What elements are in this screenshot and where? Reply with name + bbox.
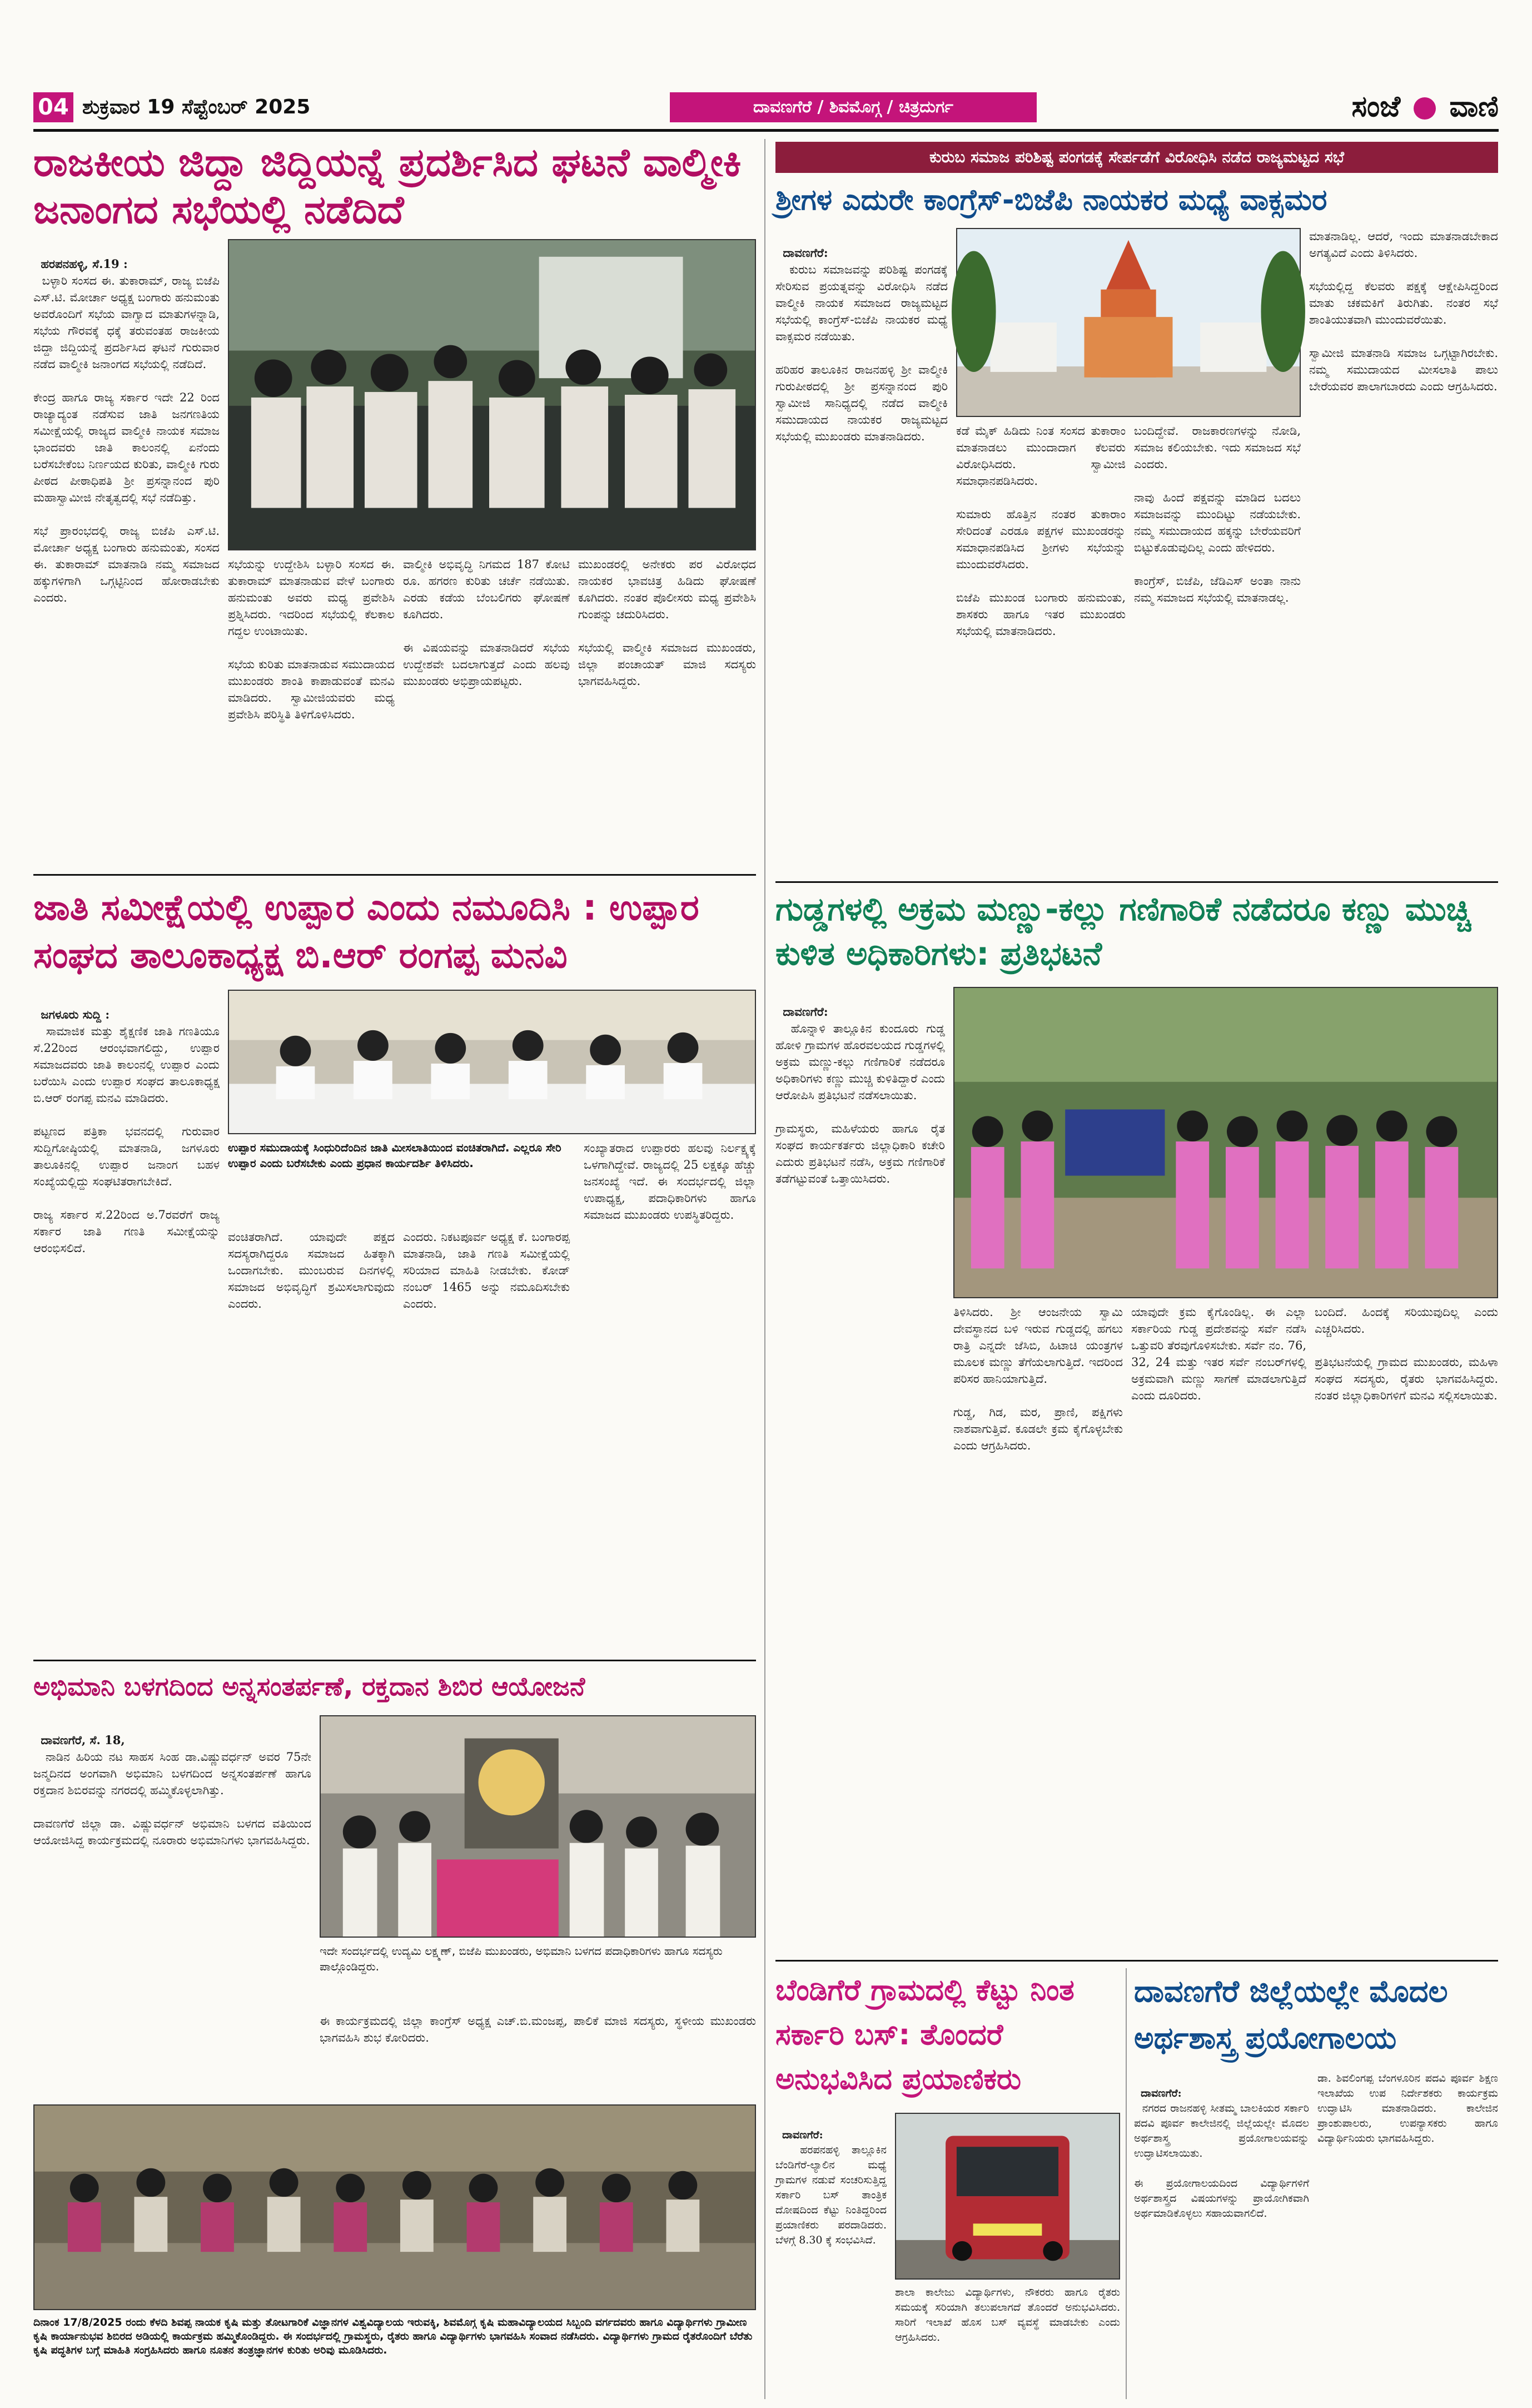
- kuruba-dateline: ದಾವಣಗೆರೆ:: [783, 246, 828, 260]
- kuruba-body-col1: [775, 228, 948, 876]
- masthead-rule: [33, 129, 1499, 132]
- uppara-headline: ಜಾತಿ ಸಮೀಕ್ಷೆಯಲ್ಲಿ ಉಪ್ಪಾರ ಎಂದು ನಮೂದಿಸಿ : ಉಪ್ಪಾರ ಸಂಘದ ತಾಲೂಕಾಧ್ಯಕ್ಷ ಬಿ.ಆರ್ ರಂಗಪ್ಪ ಮನವಿ: [33, 887, 699, 976]
- abhimani-headline: ಅಭಿಮಾನಿ ಬಳಗದಿಂದ ಅನ್ನಸಂತರ್ಪಣೆ, ರಕ್ತದಾನ ಶಿಬಿರ ಆಯೋಜನೆ: [33, 1671, 585, 1701]
- kuruba-body-col4: ಮಾತನಾಡಿಲ್ಲ. ಆದರೆ, ಇಂದು ಮಾತನಾಡಬೇಕಾದ ಅಗತ್ಯವಿದೆ ಎಂದು ತಿಳಿಸಿದರು. ಸಭೆಯಲ್ಲಿದ್ದ ಕೆಲವರು ಪಕ್ಷಕ್ಕೆ ಆಕ್ಷೇಪಿಸಿದ್ದರಿಂದ ಮಾತು ಚಕಮಕಿಗೆ ತಿರುಗಿತು. ನಂತರ ಸಭೆ ಶಾಂತಿಯುತವಾಗಿ ಮುಂದುವರೆಯಿತು. ಸ್ವಾಮೀಜಿ ಮಾತನಾಡಿ ಸಮಾಜ ಒಗ್ಗಟ್ಟಾಗಿರಬೇಕು. ನಮ್ಮ ಸಮುದಾಯದ ಮೀಸಲಾತಿ ಪಾಲು ಬೇರೆಯವರ ಪಾಲಾಗಬಾರದು ಎಂದು ಆಗ್ರಹಿಸಿದರು.: [1309, 230, 1498, 393]
- bus-photo: [895, 2113, 1120, 2280]
- logo-emblem-icon: [1414, 97, 1436, 120]
- valmiki-headline: ರಾಜಕೀಯ ಜಿದ್ದಾ ಜಿದ್ದಿಯನ್ನೆ ಪ್ರದರ್ಶಿಸಿದ ಘಟನೆ ವಾಲ್ಮೀಕಿ ಜನಾಂಗದ ಸಭೆಯಲ್ಲಿ ನಡೆದಿದೆ: [33, 140, 742, 232]
- uppara-body-col3: ಎಂದರು. ನಿಕಟಪೂರ್ವ ಅಧ್ಯಕ್ಷ ಕೆ. ಬಂಗಾರಪ್ಪ ಮಾತನಾಡಿ, ಜಾತಿ ಗಣತಿ ಸಮೀಕ್ಷೆಯಲ್ಲಿ ಸರಿಯಾದ ಮಾಹಿತಿ ನೀಡಬೇಕು. ಕೋಡ್ ನಂಬರ್ 1465 ಅನ್ನು ನಮೂದಿಸಬೇಕು ಎಂದರು.: [403, 1230, 574, 1310]
- divider-left-1: [33, 874, 756, 876]
- lab-body-col1: [1134, 2071, 1309, 2399]
- abhimani-body-text-1: ನಾಡಿನ ಹಿರಿಯ ನಟ ಸಾಹಸ ಸಿಂಹ ಡಾ.ವಿಷ್ಣುವರ್ಧನ್ ಅವರ 75ನೇ ಜನ್ಮದಿನದ ಅಂಗವಾಗಿ ಅಭಿಮಾನಿ ಬಳಗದಿಂದ ಅನ್ನಸಂತರ್ಪಣೆ ಹಾಗೂ ರಕ್ತದಾನ ಶಿಬಿರವನ್ನು ನಗರದಲ್ಲಿ ಹಮ್ಮಿಕೊಳ್ಳಲಾಗಿತ್ತು. ದಾವಣಗೆರೆ ಜಿಲ್ಲಾ ಡಾ. ವಿಷ್ಣುವರ್ಧನ್ ಅಭಿಮಾನಿ ಬಳಗದ ವತಿಯಿಂದ ಆಯೋಜಿಸಿದ್ದ ಕಾರ್ಯಕ್ರಮದಲ್ಲಿ ನೂರಾರು ಅಭಿಮಾನಿಗಳು ಭಾಗವಹಿಸಿದ್ದರು.: [33, 1750, 311, 1847]
- lab-headline: ದಾವಣಗೆರೆ ಜಿಲ್ಲೆಯಲ್ಲೇ ಮೊದಲ ಅರ್ಥಶಾಸ್ತ್ರ ಪ್ರಯೋಗಾಲಯ: [1134, 1974, 1448, 2056]
- valmiki-body-col2: ಸಭೆಯನ್ನು ಉದ್ದೇಶಿಸಿ ಬಳ್ಳಾರಿ ಸಂಸದ ಈ. ತುಕಾರಾಮ್ ಮಾತನಾಡುವ ವೇಳೆ ಬಂಗಾರು ಹನುಮಂತು ಅವರು ಮಧ್ಯ ಪ್ರವೇಶಿಸಿ ಪ್ರಶ್ನಿಸಿದರು. ಇದರಿಂದ ಸಭೆಯಲ್ಲಿ ಕೆಲಕಾಲ ಗದ್ದಲ ಉಂಟಾಯಿತು. ಸಭೆಯ ಕುರಿತು ಮಾತನಾಡುವ ಸಮುದಾಯದ ಮುಖಂಡರು ಶಾಂತಿ ಕಾಪಾಡುವಂತೆ ಮನವಿ ಮಾಡಿದರು. ಸ್ವಾಮೀಜಿಯವರು ಮಧ್ಯ ಪ್ರವೇಶಿಸಿ ಪರಿಸ್ಥಿತಿ ತಿಳಿಗೊಳಿಸಿದರು.: [228, 558, 395, 721]
- logo-left: ಸಂಜೆ: [1351, 90, 1401, 123]
- divider-right-1: [775, 881, 1498, 883]
- guddagalli-body-col1: [775, 987, 945, 1952]
- bus-lab-rule: [1126, 1968, 1127, 2399]
- valmiki-dateline: ಹರಪನಹಳ್ಳಿ, ಸೆ.19 :: [41, 257, 128, 271]
- kuruba-body-text-1: ಕುರುಬ ಸಮಾಜವನ್ನು ಪರಿಶಿಷ್ಟ ಪಂಗಡಕ್ಕೆ ಸೇರಿಸುವ ಪ್ರಯತ್ನವನ್ನು ವಿರೋಧಿಸಿ ನಡೆದ ವಾಲ್ಮೀಕಿ ನಾಯಕ ಸಮಾಜದ ರಾಜ್ಯಮಟ್ಟದ ಸಭೆಯಲ್ಲಿ ಕಾಂಗ್ರೆಸ್-ಬಿಜೆಪಿ ನಾಯಕರ ಮಧ್ಯೆ ವಾಕ್ಸಮರ ನಡೆಯಿತು. ಹರಿಹರ ತಾಲೂಕಿನ ರಾಜನಹಳ್ಳಿ ಶ್ರೀ ವಾಲ್ಮೀಕಿ ಗುರುಪೀಠದಲ್ಲಿ ಶ್ರೀ ಪ್ರಸನ್ನಾನಂದ ಪುರಿ ಸ್ವಾಮೀಜಿ ಸಾನಿಧ್ಯದಲ್ಲಿ ನಡೆದ ವಾಲ್ಮೀಕಿ ಸಮುದಾಯದ ನಾಯಕರ ರಾಜ್ಯಮಟ್ಟದ ಸಭೆಯಲ್ಲಿ ಮುಖಂಡರು ಮಾತನಾಡಿದರು.: [775, 263, 948, 443]
- guddagalli-body-col2: ತಿಳಿಸಿದರು. ಶ್ರೀ ಆಂಜನೇಯ ಸ್ವಾಮಿ ದೇವಸ್ಥಾನದ ಬಳಿ ಇರುವ ಗುಡ್ಡದಲ್ಲಿ ಹಗಲು ರಾತ್ರಿ ಎನ್ನದೇ ಜೆಸಿಬಿ, ಹಿಟಾಚಿ ಯಂತ್ರಗಳ ಮೂಲಕ ಮಣ್ಣು ತೆಗೆಯಲಾಗುತ್ತಿದೆ. ಇದರಿಂದ ಪರಿಸರ ಹಾನಿಯಾಗುತ್ತಿದೆ. ಗುಡ್ಡ, ಗಿಡ, ಮರ, ಪ್ರಾಣಿ, ಪಕ್ಷಿಗಳು ನಾಶವಾಗುತ್ತಿವೆ. ಕೂಡಲೇ ಕ್ರಮ ಕೈಗೊಳ್ಳಬೇಕು ಎಂದು ಆಗ್ರಹಿಸಿದರು.: [953, 1305, 1123, 1452]
- newspaper-logo: [1249, 89, 1499, 125]
- lab-dateline: ದಾವಣಗೆರೆ:: [1141, 2087, 1182, 2099]
- valmiki-meeting-photo: [228, 239, 756, 550]
- lab-body-text-1: ನಗರದ ರಾಜನಹಳ್ಳಿ ಸೀತಮ್ಮ ಬಾಲಕಿಯರ ಸರ್ಕಾರಿ ಪದವಿ ಪೂರ್ವ ಕಾಲೇಜಿನಲ್ಲಿ ಜಿಲ್ಲೆಯಲ್ಲೇ ಮೊದಲ ಅರ್ಥಶಾಸ್ತ್ರ ಪ್ರಯೋಗಾಲಯವನ್ನು ಉದ್ಘಾಟಿಸಲಾಯಿತು. ಈ ಪ್ರಯೋಗಾಲಯದಿಂದ ವಿದ್ಯಾರ್ಥಿಗಳಿಗೆ ಅರ್ಥಶಾಸ್ತ್ರದ ವಿಷಯಗಳನ್ನು ಪ್ರಾಯೋಗಿಕವಾಗಿ ಅರ್ಥಮಾಡಿಕೊಳ್ಳಲು ಸಹಾಯವಾಗಲಿದೆ.: [1134, 2102, 1309, 2220]
- center-column-rule: [764, 139, 765, 2399]
- page-number: 04: [33, 92, 73, 122]
- logo-right: ವಾಣಿ: [1449, 90, 1499, 123]
- guddagalli-headline: ಗುಡ್ಡಗಳಲ್ಲಿ ಅಕ್ರಮ ಮಣ್ಣು-ಕಲ್ಲು ಗಣಿಗಾರಿಕೆ ನಡೆದರೂ ಕಣ್ಣು ಮುಚ್ಚಿ ಕುಳಿತ ಅಧಿಕಾರಿಗಳು: ಪ್ರತಿಭಟನೆ: [775, 890, 1471, 972]
- uppara-body-col4: ಸಂಖ್ಯಾತರಾದ ಉಪ್ಪಾರರು ಹಲವು ನಿರ್ಲಕ್ಷ್ಯಕ್ಕೆ ಒಳಗಾಗಿದ್ದೇವೆ. ರಾಜ್ಯದಲ್ಲಿ 25 ಲಕ್ಷಕ್ಕೂ ಹೆಚ್ಚು ಜನಸಂಖ್ಯೆ ಇದೆ. ಈ ಸಂದರ್ಭದಲ್ಲಿ ಜಿಲ್ಲಾ ಉಪಾಧ್ಯಕ್ಷ, ಪದಾಧಿಕಾರಿಗಳು ಹಾಗೂ ಸಮಾಜದ ಮುಖಂಡರು ಉಪಸ್ಥಿತರಿದ್ದರು.: [584, 1141, 760, 1222]
- valmiki-body-col4: ಮುಖಂಡರಲ್ಲಿ ಅನೇಕರು ಪರ ವಿರೋಧದ ನಾಯಕರ ಭಾವಚಿತ್ರ ಹಿಡಿದು ಘೋಷಣೆ ಕೂಗಿದರು. ನಂತರ ಪೊಲೀಸರು ಮಧ್ಯ ಪ್ರವೇಶಿಸಿ ಗುಂಪನ್ನು ಚದುರಿಸಿದರು. ಸಭೆಯಲ್ಲಿ ವಾಲ್ಮೀಕಿ ಸಮಾಜದ ಮುಖಂಡರು, ಜಿಲ್ಲಾ ಪಂಚಾಯತ್ ಮಾಜಿ ಸದಸ್ಯರು ಭಾಗವಹಿಸಿದ್ದರು.: [578, 558, 756, 688]
- uppara-photo-caption: ಉಪ್ಪಾರ ಸಮುದಾಯಕ್ಕೆ ಸಿಂಧುರಿದೆಂದಿನ ಜಾತಿ ಮೀಸಲಾತಿಯಿಂದ ವಂಚಿತರಾಗಿದೆ. ಎಲ್ಲರೂ ಸೇರಿ ಉಪ್ಪಾರ ಎಂದು ಬರೆಸಬೇಕು ಎಂದು ಪ್ರಧಾನ ಕಾರ್ಯದರ್ಶಿ ತಿಳಿಸಿದರು.: [228, 1141, 561, 1170]
- bus-headline: ಬೆಂಡಿಗೆರೆ ಗ್ರಾಮದಲ್ಲಿ ಕೆಟ್ಟು ನಿಂತ ಸರ್ಕಾರಿ ಬಸ್: ತೊಂದರೆ ಅನುಭವಿಸಿದ ಪ್ರಯಾಣಿಕರು: [775, 1974, 1075, 2096]
- kuruba-body-col2: ಕಡೆ ಮೈಕ್ ಹಿಡಿದು ನಿಂತ ಸಂಸದ ತುಕಾರಾಂ ಮಾತನಾಡಲು ಮುಂದಾದಾಗ ಕೆಲವರು ವಿರೋಧಿಸಿದರು. ಸ್ವಾಮೀಜಿ ಸಮಾಧಾನಪಡಿಸಿದರು. ಸುಮಾರು ಹೊತ್ತಿನ ನಂತರ ತುಕಾರಾಂ ಸೇರಿದಂತೆ ಎರಡೂ ಪಕ್ಷಗಳ ಮುಖಂಡರನ್ನು ಸಮಾಧಾನಪಡಿಸಿದ ಶ್ರೀಗಳು ಸಭೆಯನ್ನು ಮುಂದುವರೆಸಿದರು. ಬಿಜೆಪಿ ಮುಖಂಡ ಬಂಗಾರು ಹನುಮಂತು, ಶಾಸಕರು ಹಾಗೂ ಇತರ ಮುಖಂಡರು ಸಭೆಯಲ್ಲಿ ಮಾತನಾಡಿದರು.: [956, 424, 1126, 638]
- masthead: [33, 89, 1499, 125]
- kuruba-kicker-banner: ಕುರುಬ ಸಮಾಜ ಪರಿಶಿಷ್ಟ ಪಂಗಡಕ್ಕೆ ಸೇರ್ಪಡೆಗೆ ವಿರೋಧಿಸಿ ನಡೆದ ರಾಜ್ಯಮಟ್ಟದ ಸಭೆ: [775, 142, 1498, 173]
- kuruba-headline: ಶ್ರೀಗಳ ಎದುರೇ ಕಾಂಗ್ರೆಸ್-ಬಿಜೆಪಿ ನಾಯಕರ ಮಧ್ಯೆ ವಾಕ್ಸಮರ: [775, 183, 1327, 217]
- kuruba-body-col3: ಬಂದಿದ್ದೇವೆ. ರಾಜಕಾರಣಗಳನ್ನು ನೋಡಿ, ಸಮಾಜ ಕಲಿಯಬೇಕು. ಇದು ಸಮಾಜದ ಸಭೆ ಎಂದರು. ನಾವು ಹಿಂದೆ ಪಕ್ಷವನ್ನು ಮಾಡಿದ ಬದಲು ಸಮಾಜವನ್ನು ಮುಂದಿಟ್ಟು ನಡೆಯಬೇಕು. ನಮ್ಮ ಸಮುದಾಯದ ಹಕ್ಕನ್ನು ಬೇರೆಯವರಿಗೆ ಬಿಟ್ಟುಕೊಡುವುದಿಲ್ಲ ಎಂದು ಹೇಳಿದರು. ಕಾಂಗ್ರೆಸ್, ಬಿಜೆಪಿ, ಜೆಡಿಎಸ್ ಅಂತಾ ನಾನು ನಮ್ಮ ಸಮಾಜದ ಸಭೆಯಲ್ಲಿ ಮಾತನಾಡಲ್ಲ.: [1134, 424, 1301, 604]
- uppara-body-text-1: ಸಾಮಾಜಿಕ ಮತ್ತು ಶೈಕ್ಷಣಿಕ ಜಾತಿ ಗಣತಿಯೂ ಸೆ.22ರಿಂದ ಆರಂಭವಾಗಲಿದ್ದು, ಉಪ್ಪಾರ ಸಮಾಜದವರು ಜಾತಿ ಕಾಲಂನಲ್ಲಿ ಉಪ್ಪಾರ ಎಂದು ಬರೆಯಿಸಿ ಎಂದು ಉಪ್ಪಾರ ಸಂಘದ ತಾಲೂಕಾಧ್ಯಕ್ಷ ಬಿ.ಆರ್ ರಂಗಪ್ಪ ಮನವಿ ಮಾಡಿದರು. ಪಟ್ಟಣದ ಪತ್ರಿಕಾ ಭವನದಲ್ಲಿ ಗುರುವಾರ ಸುದ್ದಿಗೋಷ್ಠಿಯಲ್ಲಿ ಮಾತನಾಡಿ, ಜಗಳೂರು ತಾಲೂಕಿನಲ್ಲಿ ಉಪ್ಪಾರ ಜನಾಂಗ ಬಹಳ ಸಂಖ್ಯೆಯಲ್ಲಿದ್ದು ಸಂಘಟಿತರಾಗಬೇಕಿದೆ. ರಾಜ್ಯ ಸರ್ಕಾರ ಸೆ.22ರಿಂದ ಅ.7ರವರೆಗೆ ರಾಜ್ಯ ಸರ್ಕಾರ ಜಾತಿ ಗಣತಿ ಸಮೀಕ್ಷೆಯನ್ನು ಆರಂಭಿಸಲಿದೆ.: [33, 1025, 220, 1255]
- guddagalli-protest-photo: [953, 987, 1498, 1298]
- valmiki-body-col1: [33, 239, 220, 867]
- rural-program-caption: ದಿನಾಂಕ 17/8/2025 ರಂದು ಕೆಳದಿ ಶಿವಪ್ಪ ನಾಯಕ ಕೃಷಿ ಮತ್ತು ತೋಟಗಾರಿಕೆ ವಿಜ್ಞಾನಗಳ ವಿಶ್ವವಿದ್ಯಾಲಯ ಇರುವಕ್ಕಿ, ಶಿವಮೊಗ್ಗ ಕೃಷಿ ಮಹಾವಿದ್ಯಾಲಯದ ಸಿಬ್ಬಂದಿ ವರ್ಗದವರು ಹಾಗೂ ವಿದ್ಯಾರ್ಥಿಗಳು ಗ್ರಾಮೀಣ ಕೃಷಿ ಕಾರ್ಯಾನುಭವ ಶಿಬಿರದ ಅಡಿಯಲ್ಲಿ ಕಾರ್ಯಕ್ರಮ ಹಮ್ಮಿಕೊಂಡಿದ್ದರು. ಈ ಸಂದರ್ಭದಲ್ಲಿ ಗ್ರಾಮಸ್ಥರು, ರೈತರು ಹಾಗೂ ವಿದ್ಯಾರ್ಥಿಗಳು ಭಾಗವಹಿಸಿ ಸಂವಾದ ನಡೆಸಿದರು. ವಿದ್ಯಾರ್ಥಿಗಳು ಗ್ರಾಮದ ರೈತರೊಂದಿಗೆ ಬೆರೆತು ಕೃಷಿ ಪದ್ಧತಿಗಳ ಬಗ್ಗೆ ಮಾಹಿತಿ ಸಂಗ್ರಹಿಸಿದರು ಹಾಗೂ ನೂತನ ತಂತ್ರಜ್ಞಾನಗಳ ಕುರಿತು ಅರಿವು ಮೂಡಿಸಿದರು.: [33, 2316, 753, 2356]
- abhimani-photo-garland: [320, 1715, 756, 1938]
- bus-body-col1: [775, 2113, 891, 2399]
- issue-date: ಶುಕ್ರವಾರ 19 ಸೆಪ್ಟೆಂಬರ್ 2025: [82, 96, 311, 118]
- bus-dateline: ದಾವಣಗೆರೆ:: [782, 2129, 823, 2141]
- guddagalli-body-col4: ಬಂದಿದೆ. ಹಿಂದಕ್ಕೆ ಸರಿಯುವುದಿಲ್ಲ ಎಂದು ಎಚ್ಚರಿಸಿದರು. ಪ್ರತಿಭಟನೆಯಲ್ಲಿ ಗ್ರಾಮದ ಮುಖಂಡರು, ಮಹಿಳಾ ಸಂಘದ ಸದಸ್ಯರು, ರೈತರು ಭಾಗವಹಿಸಿದ್ದರು. ನಂತರ ಜಿಲ್ಲಾಧಿಕಾರಿಗಳಿಗೆ ಮನವಿ ಸಲ್ಲಿಸಲಾಯಿತು.: [1315, 1305, 1498, 1402]
- valmiki-body-text-1: ಬಳ್ಳಾರಿ ಸಂಸದ ಈ. ತುಕಾರಾಮ್, ರಾಜ್ಯ ಬಿಜೆಪಿ ಎಸ್.ಟಿ. ಮೋರ್ಚಾ ಅಧ್ಯಕ್ಷ ಬಂಗಾರು ಹನುಮಂತು ಅವರೊಂದಿಗೆ ಸಭೆಯ ವಾಗ್ವಾದ ಮಾತುಗಳನ್ನಾಡಿ, ಸಭೆಯ ಗೌರವಕ್ಕೆ ಧಕ್ಕೆ ತರುವಂತಹ ರಾಜಕೀಯ ಜಿದ್ದಾ ಜಿದ್ದಿಯನ್ನೆ ಪ್ರದರ್ಶಿಸಿದ ಘಟನೆ ಗುರುವಾರ ನಡೆದ ವಾಲ್ಮೀಕಿ ಜನಾಂಗದ ಸಭೆಯಲ್ಲಿ ನಡೆದಿದೆ. ಕೇಂದ್ರ ಹಾಗೂ ರಾಜ್ಯ ಸರ್ಕಾರ ಇದೇ 22 ರಿಂದ ರಾಜ್ಯಾದ್ಯಂತ ನಡೆಸುವ ಜಾತಿ ಜನಗಣತಿಯ ಸಮೀಕ್ಷೆಯಲ್ಲಿ ರಾಜ್ಯದ ವಾಲ್ಮೀಕಿ ನಾಯಕ ಸಮಾಜ ಭಾಂದವರು ಜಾತಿ ಕಾಲಂನಲ್ಲಿ ಏನೆಂದು ಬರೆಸಬೇಕೆಂಬ ನಿರ್ಣಯದ ಕುರಿತು, ವಾಲ್ಮೀಕಿ ಗುರು ಪೀಠದ ಪೀಠಾಧಿಪತಿ ಶ್ರೀ ಪ್ರಸನ್ನಾನಂದ ಪುರಿ ಮಹಾಸ್ವಾಮೀಜಿ ನೇತೃತ್ವದಲ್ಲಿ ಸಭೆ ನಡೆದಿತ್ತು. ಸಭೆ ಪ್ರಾರಂಭದಲ್ಲಿ ರಾಜ್ಯ ಬಿಜೆಪಿ ಎಸ್.ಟಿ. ಮೋರ್ಚಾ ಅಧ್ಯಕ್ಷ ಬಂಗಾರು ಹನುಮಂತು, ಸಂಸದ ಈ. ತುಕಾರಾಮ್ ಮಾತನಾಡಿ ನಮ್ಮ ಸಮಾಜದ ಹಕ್ಕುಗಳಿಗಾಗಿ ಒಗ್ಗಟ್ಟಿನಿಂದ ಹೋರಾಡಬೇಕು ಎಂದರು.: [33, 274, 220, 604]
- divider-left-2: [33, 1660, 756, 1661]
- abhimani-body-col2: ಈ ಕಾರ್ಯಕ್ರಮದಲ್ಲಿ ಜಿಲ್ಲಾ ಕಾಂಗ್ರೆಸ್ ಅಧ್ಯಕ್ಷ ಎಚ್.ಬಿ.ಮಂಜಪ್ಪ, ಪಾಲಿಕೆ ಮಾಜಿ ಸದಸ್ಯರು, ಸ್ಥಳೀಯ ಮುಖಂಡರು ಭಾಗವಹಿಸಿ ಶುಭ ಕೋರಿದರು.: [320, 2014, 760, 2044]
- lab-body-col2: ಡಾ. ಶಿವಲಿಂಗಪ್ಪ ಬೆಂಗಳೂರಿನ ಪದವಿ ಪೂರ್ವ ಶಿಕ್ಷಣ ಇಲಾಖೆಯ ಉಪ ನಿರ್ದೇಶಕರು ಕಾರ್ಯಕ್ರಮ ಉದ್ಘಾಟಿಸಿ ಮಾತನಾಡಿದರು. ಕಾಲೇಜಿನ ಪ್ರಾಂಶುಪಾಲರು, ಉಪನ್ಯಾಸಕರು ಹಾಗೂ ವಿದ್ಯಾರ್ಥಿನಿಯರು ಭಾಗವಹಿಸಿದ್ದರು.: [1317, 2072, 1502, 2144]
- abhimani-photo-caption: ಇದೇ ಸಂದರ್ಭದಲ್ಲಿ ಉದ್ಯಮಿ ಲಕ್ಷ್ಮಣ್, ಬಿಜೆಪಿ ಮುಖಂಡರು, ಅಭಿಮಾನಿ ಬಳಗದ ಪದಾಧಿಕಾರಿಗಳು ಹಾಗೂ ಸದಸ್ಯರು ಪಾಲ್ಗೊಂಡಿದ್ದರು.: [320, 1944, 723, 1973]
- bus-body-col2: ಶಾಲಾ ಕಾಲೇಜು ವಿದ್ಯಾರ್ಥಿಗಳು, ನೌಕರರು ಹಾಗೂ ರೈತರು ಸಮಯಕ್ಕೆ ಸರಿಯಾಗಿ ತಲುಪಲಾಗದೆ ತೊಂದರೆ ಅನುಭವಿಸಿದರು. ಸಾರಿಗೆ ಇಲಾಖೆ ಹೊಸ ಬಸ್ ವ್ಯವಸ್ಥೆ ಮಾಡಬೇಕು ಎಂದು ಆಗ್ರಹಿಸಿದರು.: [895, 2286, 1124, 2344]
- guddagalli-body-text-1: ಹೊನ್ನಾಳಿ ತಾಲ್ಲೂಕಿನ ಕುಂದೂರು ಗುಡ್ಡ ಹೋಳಿ ಗ್ರಾಮಗಳ ಹೊರವಲಯದ ಗುಡ್ಡಗಳಲ್ಲಿ ಅಕ್ರಮ ಮಣ್ಣು-ಕಲ್ಲು ಗಣಿಗಾರಿಕೆ ನಡೆದರೂ ಅಧಿಕಾರಿಗಳು ಕಣ್ಣು ಮುಚ್ಚಿ ಕುಳಿತಿದ್ದಾರೆ ಎಂದು ಆರೋಪಿಸಿ ಪ್ರತಿಭಟನೆ ನಡೆಸಲಾಯಿತು. ಗ್ರಾಮಸ್ಥರು, ಮಹಿಳೆಯರು ಹಾಗೂ ರೈತ ಸಂಘದ ಕಾರ್ಯಕರ್ತರು ಜಿಲ್ಲಾಧಿಕಾರಿ ಕಚೇರಿ ಎದುರು ಪ್ರತಿಭಟನೆ ನಡೆಸಿ, ಅಕ್ರಮ ಗಣಿಗಾರಿಕೆ ತಡೆಗಟ್ಟುವಂತೆ ಒತ್ತಾಯಿಸಿದರು.: [775, 1022, 945, 1185]
- abhimani-dateline: ದಾವಣಗೆರೆ, ಸೆ. 18,: [41, 1733, 125, 1747]
- uppara-dateline: ಜಗಳೂರು ಸುದ್ದಿ :: [41, 1007, 110, 1021]
- uppara-body-col2: ವಂಚಿತರಾಗಿದೆ. ಯಾವುದೇ ಪಕ್ಷದ ಸದಸ್ಯರಾಗಿದ್ದರೂ ಸಮಾಜದ ಹಿತಕ್ಕಾಗಿ ಒಂದಾಗಬೇಕು. ಮುಂಬರುವ ದಿನಗಳಲ್ಲಿ ಸಮಾಜದ ಅಭಿವೃದ್ಧಿಗೆ ಶ್ರಮಿಸಲಾಗುವುದು ಎಂದರು.: [228, 1230, 399, 1310]
- bus-body-text-1: ಹರಪನಹಳ್ಳಿ ತಾಲ್ಲೂಕಿನ ಬೆಂಡಿಗೆರೆ-ಲ್ಯಾಲಿನ ಮಧ್ಯೆ ಗ್ರಾಮಗಳ ನಡುವೆ ಸಂಚರಿಸುತ್ತಿದ್ದ ಸರ್ಕಾರಿ ಬಸ್ ತಾಂತ್ರಿಕ ದೋಷದಿಂದ ಕೆಟ್ಟು ನಿಂತಿದ್ದರಿಂದ ಪ್ರಯಾಣಿಕರು ಪರದಾಡಿದರು. ಬೆಳಗ್ಗೆ 8.30 ಕ್ಕೆ ಸಂಭವಿಸಿದೆ.: [775, 2144, 891, 2246]
- uppara-body-col1: [33, 990, 220, 1651]
- valmiki-body-col3: ವಾಲ್ಮೀಕಿ ಅಭಿವೃದ್ಧಿ ನಿಗಮದ 187 ಕೋಟಿ ರೂ. ಹಗರಣ ಕುರಿತು ಚರ್ಚೆ ನಡೆಯಿತು. ಎರಡು ಕಡೆಯ ಬೆಂಬಲಿಗರು ಘೋಷಣೆ ಕೂಗಿದರು. ಈ ವಿಷಯವನ್ನು ಮಾತನಾಡಿದರೆ ಸಭೆಯ ಉದ್ದೇಶವೇ ಬದಲಾಗುತ್ತದೆ ಎಂದು ಹಲವು ಮುಖಂಡರು ಅಭಿಪ್ರಾಯಪಟ್ಟರು.: [403, 558, 570, 688]
- rural-program-photo: [33, 2104, 756, 2310]
- section-banner: ದಾವಣಗೆರೆ / ಶಿವಮೊಗ್ಗ / ಚಿತ್ರದುರ್ಗ: [670, 92, 1037, 122]
- abhimani-body-col1: [33, 1715, 311, 2099]
- guddagalli-body-col3: ಯಾವುದೇ ಕ್ರಮ ಕೈಗೊಂಡಿಲ್ಲ. ಈ ಎಲ್ಲಾ ಸರ್ಕಾರಿಯ ಗುಡ್ಡ ಪ್ರದೇಶವನ್ನು ಸರ್ವೆ ನಡೆಸಿ ಒತ್ತುವರಿ ತೆರವುಗೊಳಿಸಬೇಕು. ಸರ್ವೆ ನಂ. 76, 32, 24 ಮತ್ತು ಇತರ ಸರ್ವೆ ನಂಬರ್‌ಗಳಲ್ಲಿ ಅಕ್ರಮವಾಗಿ ಮಣ್ಣು ಸಾಗಣೆ ಮಾಡಲಾಗುತ್ತಿದೆ ಎಂದು ದೂರಿದರು.: [1131, 1305, 1310, 1402]
- kuruba-temple-photo: [956, 228, 1301, 417]
- uppara-press-photo: [228, 990, 756, 1134]
- guddagalli-dateline: ದಾವಣಗೆರೆ:: [783, 1005, 828, 1019]
- divider-right-2: [775, 1960, 1498, 1962]
